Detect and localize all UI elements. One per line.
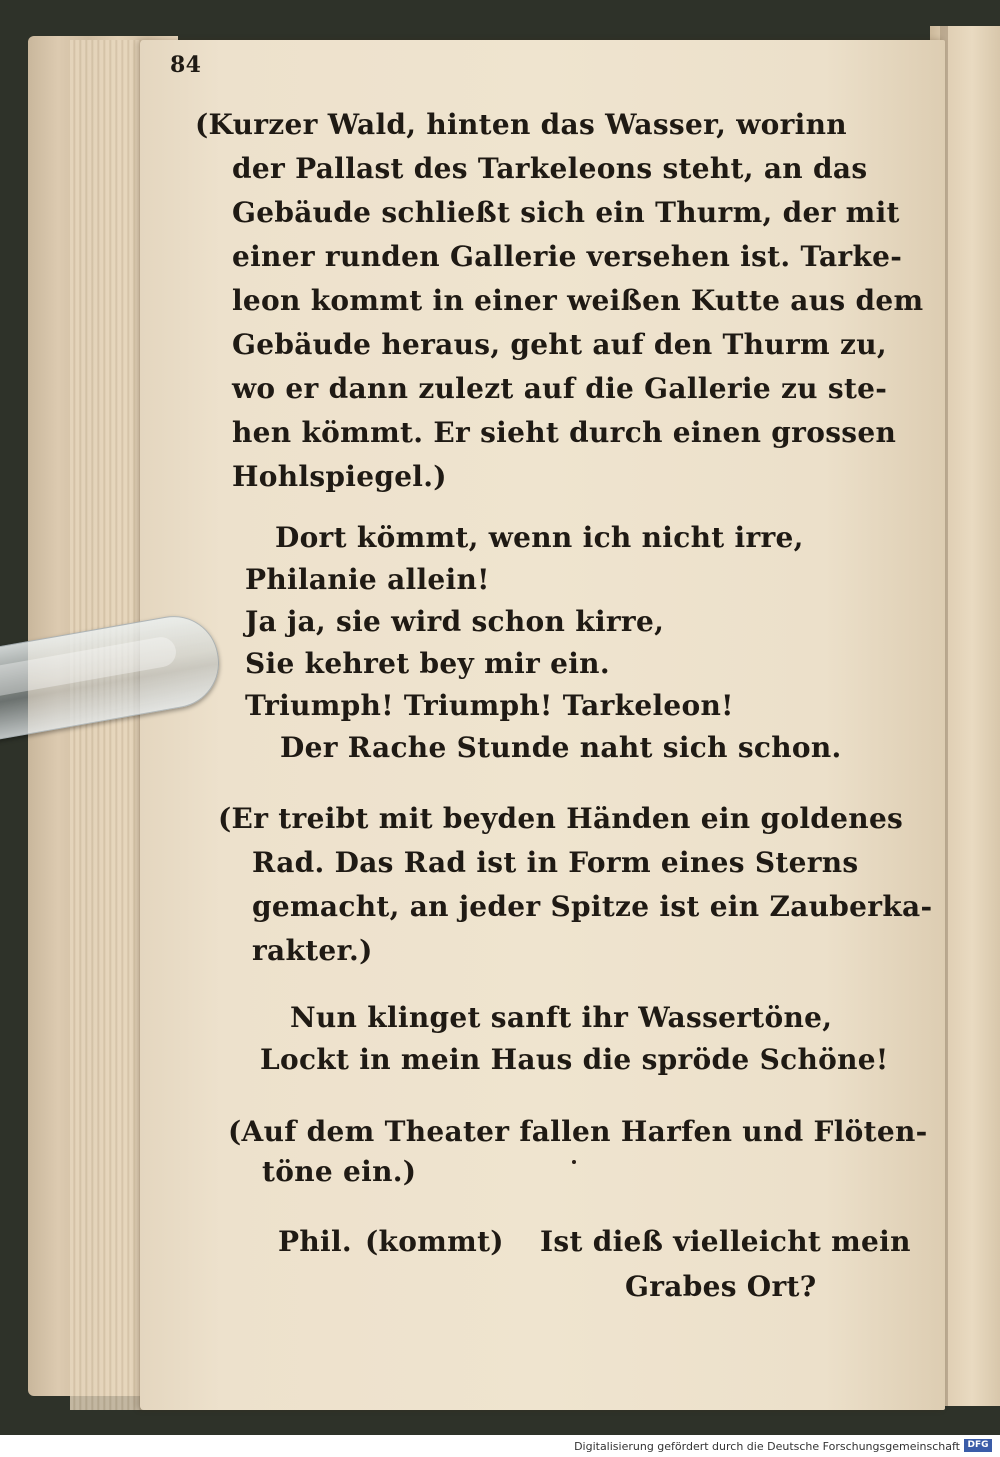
page-holder-highlight — [0, 635, 178, 699]
verse-1-line-1: Dort kömmt, wenn ich nicht irre, — [275, 521, 804, 554]
stage-direction-1-line-1: (Kurzer Wald, hinten das Wasser, worinn — [195, 108, 847, 141]
stage-direction-2-line-4: rakter.) — [252, 934, 373, 967]
dialogue-line-1: Ist dieß vielleicht mein — [540, 1225, 911, 1258]
stage-direction-2-line-2: Rad. Das Rad ist in Form eines Sterns — [252, 846, 859, 879]
stage-direction-2-line-3: gemacht, an jeder Spitze ist ein Zauberka- — [252, 890, 933, 923]
ink-speck — [572, 1160, 576, 1164]
page-number: 84 — [170, 52, 202, 78]
verse-1-line-6: Der Rache Stunde naht sich schon. — [280, 731, 842, 764]
verse-1-line-4: Sie kehret bey mir ein. — [245, 647, 610, 680]
verse-2-line-2: Lockt in mein Haus die spröde Schöne! — [260, 1043, 889, 1076]
stage-direction-1-line-9: Hohlspiegel.) — [232, 460, 447, 493]
stage-direction-2-line-1: (Er treibt mit beyden Händen ein goldenes — [218, 802, 904, 835]
stage-direction-3-line-1: (Auf dem Theater fallen Harfen und Flöten- — [228, 1115, 928, 1148]
verse-1-line-5: Triumph! Triumph! Tarkeleon! — [245, 689, 734, 722]
dfg-logo: DFG — [964, 1439, 992, 1452]
dialogue-direction: (kommt) — [365, 1225, 504, 1258]
stage-direction-1-line-6: Gebäude heraus, geht auf den Thurm zu, — [232, 328, 887, 361]
stage-direction-1-line-4: einer runden Gallerie versehen ist. Tarke- — [232, 240, 903, 273]
verse-1-line-3: Ja ja, sie wird schon kirre, — [245, 605, 665, 638]
dialogue-speaker: Phil. — [278, 1225, 352, 1258]
stage-direction-1-line-7: wo er dann zulezt auf die Gallerie zu ste- — [232, 372, 888, 405]
stage-direction-1-line-3: Gebäude schließt sich ein Thurm, der mit — [232, 196, 900, 229]
stage-direction-1-line-2: der Pallast des Tarkeleons steht, an das — [232, 152, 868, 185]
dialogue-line-2: Grabes Ort? — [625, 1270, 817, 1303]
verse-1-line-2: Philanie allein! — [245, 563, 490, 596]
stage-direction-3-line-2: töne ein.) — [262, 1155, 417, 1188]
verse-2-line-1: Nun klinget sanft ihr Wassertöne, — [290, 1001, 833, 1034]
stage-direction-1-line-5: leon kommt in einer weißen Kutte aus dem — [232, 284, 924, 317]
footer-credit: Digitalisierung gefördert durch die Deutsche Forschungsgemeinschaft — [574, 1440, 960, 1453]
stage-direction-1-line-8: hen kömmt. Er sieht durch einen grossen — [232, 416, 897, 449]
